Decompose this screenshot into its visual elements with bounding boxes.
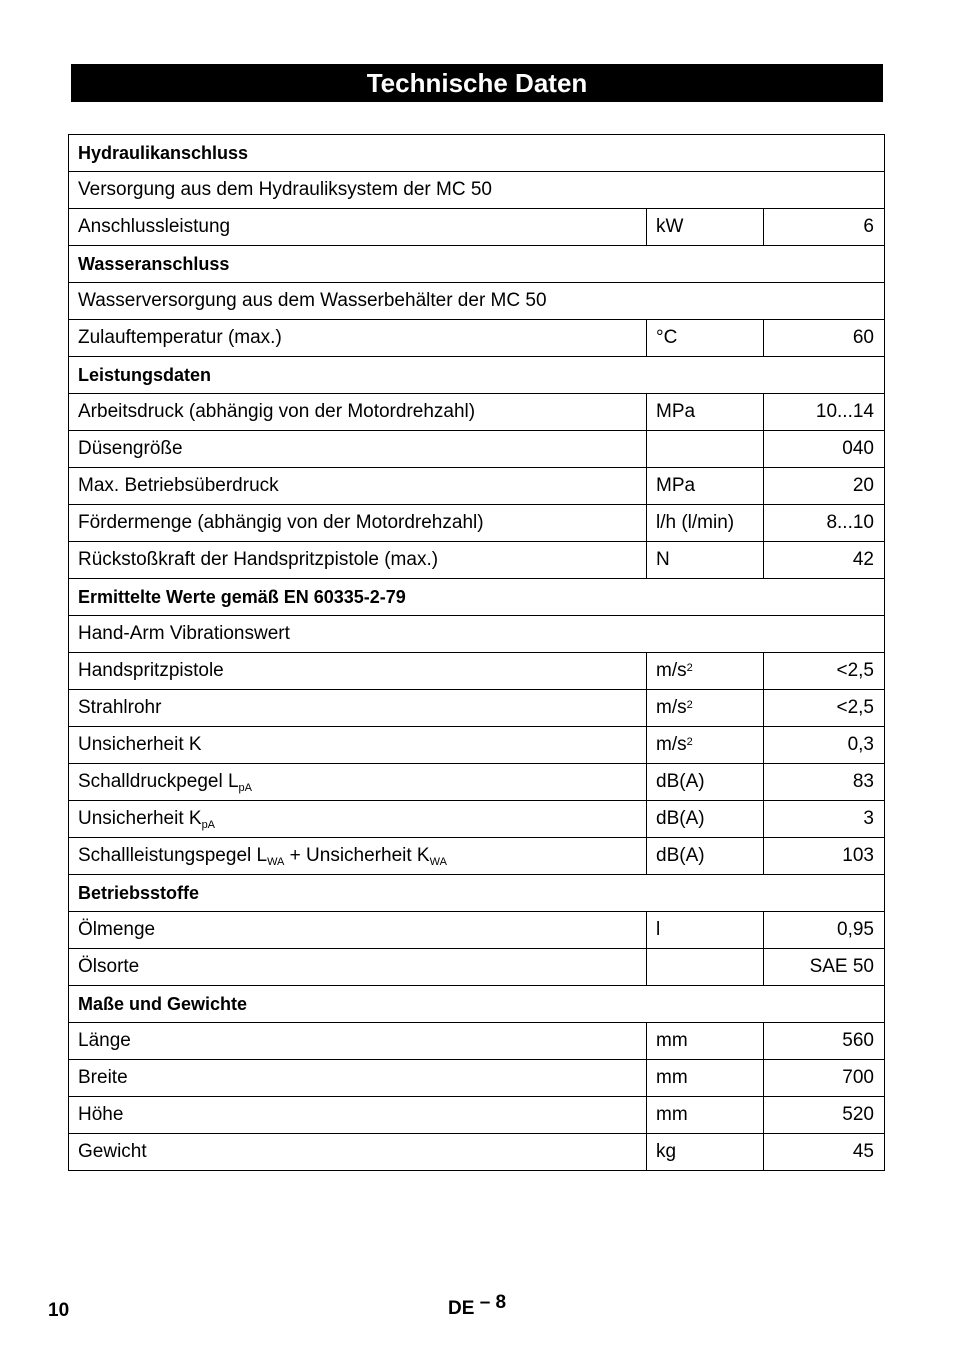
spec-label: Handspritzpistole xyxy=(78,660,224,681)
spec-value: 10...14 xyxy=(764,394,885,431)
table-row xyxy=(69,172,885,209)
spec-value: SAE 50 xyxy=(764,949,885,986)
table-row xyxy=(69,542,885,579)
table-row xyxy=(69,764,885,801)
spec-label: Zulauftemperatur (max.) xyxy=(78,327,282,348)
spec-value: 700 xyxy=(764,1060,885,1097)
page-number: 10 xyxy=(48,1300,70,1321)
spec-unit-cell xyxy=(647,653,764,690)
spec-unit: MPa xyxy=(656,401,696,422)
spec-unit-cell xyxy=(647,912,764,949)
spec-label-cell xyxy=(69,209,647,246)
spec-label-continuation: + Unsicherheit K xyxy=(284,844,430,866)
spec-unit: kg xyxy=(656,1141,677,1162)
section-title: Ermittelte Werte gemäß EN 60335-2-79 xyxy=(69,579,885,616)
spec-unit-cell xyxy=(647,949,764,986)
spec-unit-cell xyxy=(647,468,764,505)
section-header-row xyxy=(69,579,885,616)
spec-unit-cell xyxy=(647,801,764,838)
table-row xyxy=(69,283,885,320)
spec-value: 040 xyxy=(764,431,885,468)
spec-unit: dB(A) xyxy=(656,845,705,866)
spec-label: Arbeitsdruck (abhängig von der Motordrehzahl) xyxy=(78,401,476,422)
spec-unit: mm xyxy=(656,1067,688,1088)
spec-label-cell xyxy=(69,690,647,727)
spec-unit-cell xyxy=(647,1060,764,1097)
subsection-label: Hand-Arm Vibrationswert xyxy=(69,616,885,653)
spec-value: 0,3 xyxy=(764,727,885,764)
spec-unit: mm xyxy=(656,1030,688,1051)
spec-label-cell xyxy=(69,505,647,542)
spec-value: <2,5 xyxy=(764,653,885,690)
spec-label-cell xyxy=(69,1023,647,1060)
spec-label-cell xyxy=(69,394,647,431)
spec-label-cell xyxy=(69,1060,647,1097)
spec-label-cell xyxy=(69,801,647,838)
spec-value: 103 xyxy=(764,838,885,875)
spec-label-cell xyxy=(69,320,647,357)
spec-unit: N xyxy=(656,549,670,570)
spec-label: Breite xyxy=(78,1067,128,1088)
table-row xyxy=(69,838,885,875)
spec-unit-cell xyxy=(647,542,764,579)
spec-unit: l xyxy=(656,919,661,940)
table-row xyxy=(69,468,885,505)
spec-label: Ölsorte xyxy=(78,956,140,977)
section-title: Hydraulikanschluss xyxy=(69,135,885,172)
spec-label-cell xyxy=(69,764,647,801)
section-page-marker xyxy=(480,1292,506,1313)
spec-value: 560 xyxy=(764,1023,885,1060)
spec-unit-cell xyxy=(647,838,764,875)
spec-label-subscript: WA xyxy=(429,855,447,868)
spec-value: 6 xyxy=(764,209,885,246)
spec-unit-cell xyxy=(647,505,764,542)
spec-label: Schalldruckpegel L xyxy=(78,770,239,792)
table-row xyxy=(69,320,885,357)
page-title: Technische Daten xyxy=(71,64,883,102)
spec-unit: m/s xyxy=(656,734,687,755)
section-page-number: 8 xyxy=(495,1292,507,1313)
spec-label-cell xyxy=(69,542,647,579)
spec-unit-cell xyxy=(647,727,764,764)
spec-table xyxy=(68,134,885,1171)
spec-label: Unsicherheit K xyxy=(78,734,202,755)
spec-unit-cell xyxy=(647,1023,764,1060)
language-code: DE xyxy=(448,1298,475,1319)
spec-unit-cell xyxy=(647,320,764,357)
spec-label-cell xyxy=(69,1097,647,1134)
spec-unit: °C xyxy=(656,327,678,348)
spec-label-cell xyxy=(69,838,647,875)
table-row xyxy=(69,1134,885,1171)
spec-unit-cell xyxy=(647,394,764,431)
section-header-row xyxy=(69,135,885,172)
spec-value: 3 xyxy=(764,801,885,838)
spec-unit: dB(A) xyxy=(656,771,705,792)
section-header-row xyxy=(69,875,885,912)
spec-value: 45 xyxy=(764,1134,885,1171)
table-row xyxy=(69,505,885,542)
spec-label: Unsicherheit K xyxy=(78,807,202,829)
spec-unit-cell xyxy=(647,431,764,468)
spec-unit-cell xyxy=(647,690,764,727)
spec-label-subscript: pA xyxy=(201,818,216,831)
spec-label: Max. Betriebsüberdruck xyxy=(78,475,279,496)
table-row xyxy=(69,209,885,246)
spec-label-subscript: pA xyxy=(238,781,253,794)
table-row xyxy=(69,912,885,949)
spec-value: 42 xyxy=(764,542,885,579)
spec-label-cell xyxy=(69,949,647,986)
spec-label: Gewicht xyxy=(78,1141,147,1162)
spec-label-cell xyxy=(69,912,647,949)
spec-label-cell xyxy=(69,653,647,690)
section-title: Maße und Gewichte xyxy=(69,986,885,1023)
spec-label-cell xyxy=(69,727,647,764)
spec-unit-superscript: 2 xyxy=(686,662,693,674)
spec-label: Länge xyxy=(78,1030,131,1051)
table-row xyxy=(69,616,885,653)
spec-label: Fördermenge (abhängig von der Motordrehzahl) xyxy=(78,512,484,533)
spec-value: 83 xyxy=(764,764,885,801)
spec-unit: kW xyxy=(656,216,684,237)
spec-value: 20 xyxy=(764,468,885,505)
spec-label: Schallleistungspegel L xyxy=(78,844,268,866)
spec-unit-cell xyxy=(647,1097,764,1134)
spec-unit: m/s xyxy=(656,697,687,718)
table-row xyxy=(69,1060,885,1097)
spec-label: Strahlrohr xyxy=(78,697,162,718)
table-row xyxy=(69,1023,885,1060)
section-title: Wasseranschluss xyxy=(69,246,885,283)
spec-value: 0,95 xyxy=(764,912,885,949)
spec-unit-cell xyxy=(647,764,764,801)
spec-unit: l/h (l/min) xyxy=(656,512,735,533)
spec-label: Höhe xyxy=(78,1104,124,1125)
table-row xyxy=(69,394,885,431)
spec-value: 60 xyxy=(764,320,885,357)
spec-value: 520 xyxy=(764,1097,885,1134)
table-row xyxy=(69,1097,885,1134)
spec-unit: MPa xyxy=(656,475,696,496)
table-row xyxy=(69,801,885,838)
spec-unit: dB(A) xyxy=(656,808,705,829)
spec-unit-cell xyxy=(647,1134,764,1171)
subsection-label: Versorgung aus dem Hydrauliksystem der MC 50 xyxy=(69,172,885,209)
spec-value: <2,5 xyxy=(764,690,885,727)
spec-value: 8...10 xyxy=(764,505,885,542)
footer-dash: – xyxy=(479,1292,491,1313)
section-title: Leistungsdaten xyxy=(69,357,885,394)
spec-unit: m/s xyxy=(656,660,687,681)
spec-unit: mm xyxy=(656,1104,688,1125)
table-row xyxy=(69,690,885,727)
table-row xyxy=(69,653,885,690)
table-row xyxy=(69,431,885,468)
spec-unit-superscript: 2 xyxy=(686,736,693,748)
spec-label: Düsengröße xyxy=(78,438,183,459)
section-header-row xyxy=(69,986,885,1023)
spec-label-subscript: WA xyxy=(267,855,285,868)
section-title: Betriebsstoffe xyxy=(69,875,885,912)
spec-label: Anschlussleistung xyxy=(78,216,231,237)
spec-unit-superscript: 2 xyxy=(686,699,693,711)
section-header-row xyxy=(69,357,885,394)
spec-label-cell xyxy=(69,468,647,505)
spec-label: Rückstoßkraft der Handspritzpistole (max.) xyxy=(78,549,439,570)
section-header-row xyxy=(69,246,885,283)
spec-label: Ölmenge xyxy=(78,919,156,940)
spec-label-cell xyxy=(69,431,647,468)
table-row xyxy=(69,727,885,764)
spec-unit-cell xyxy=(647,209,764,246)
spec-label-cell xyxy=(69,1134,647,1171)
subsection-label: Wasserversorgung aus dem Wasserbehälter der MC 50 xyxy=(69,283,885,320)
table-row xyxy=(69,949,885,986)
page-footer-section xyxy=(448,1292,507,1320)
